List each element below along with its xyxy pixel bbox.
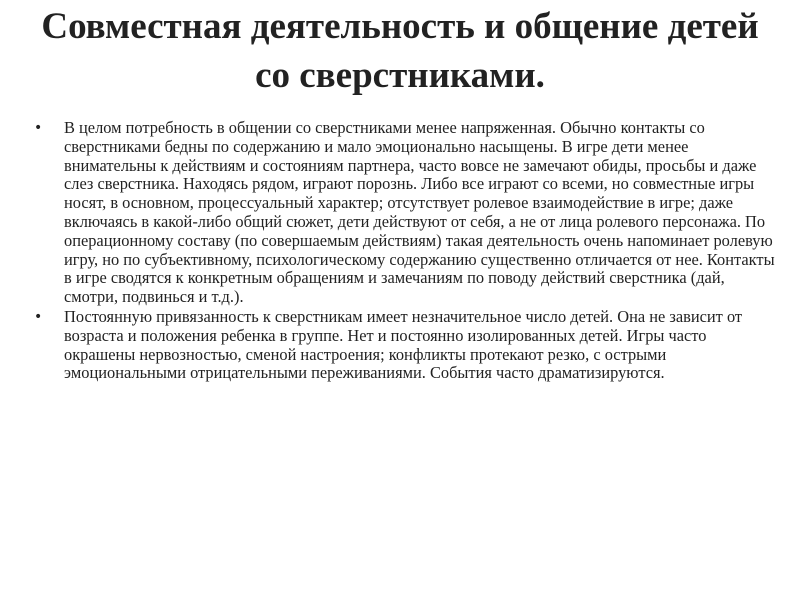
bullet-icon: • (34, 308, 43, 325)
bullet-icon: • (34, 120, 43, 136)
bullet-item-2 (34, 308, 776, 383)
bullet-text-1: В целом потребность в общении со сверстниками менее напряженная. Обычно контакты со сверстниками бедны по содержанию и мало эмоционально насыщены. В игре дети менее внимательны к действиям и состояниям партнера, часто вовсе не замечают обиды, просьбы и даже слез сверстника. Находясь рядом, играют порознь. Либо все играют со всеми, но совместные игры носят, в основном, процессуальный характер; отсутствует ролевое взаимодействие в игре; даже включаясь в какой-либо общий сюжет, дети действуют от себя, а не от лица ролевого персонажа. По операционному составу (по совершаемым действиям) такая деятельность очень напоминает ролевую игру, но по субъективному, психологическому содержанию существенно отличается от нее. Контакты в игре сводятся к конкретным обращениям и замечаниям по поводу действий сверстника (дай, смотри, подвинься и т.д.). (64, 118, 775, 307)
bullet-item-1 (34, 119, 776, 307)
bullet-text-2: Постоянную привязанность к сверстникам имеет незначительное число детей. Она не зависит от возраста и положения ребенка в группе. Нет и постоянно изолированных детей. Игры часто окрашены нервозностью, сменой настроения; конфликты протекают резко, с острыми эмоциональными отрицательными переживаниями. События часто драматизируются. (64, 306, 743, 383)
slide-title: Совместная деятельность и общение детей со сверстниками. (41, 6, 759, 96)
bullet-list (34, 119, 776, 383)
